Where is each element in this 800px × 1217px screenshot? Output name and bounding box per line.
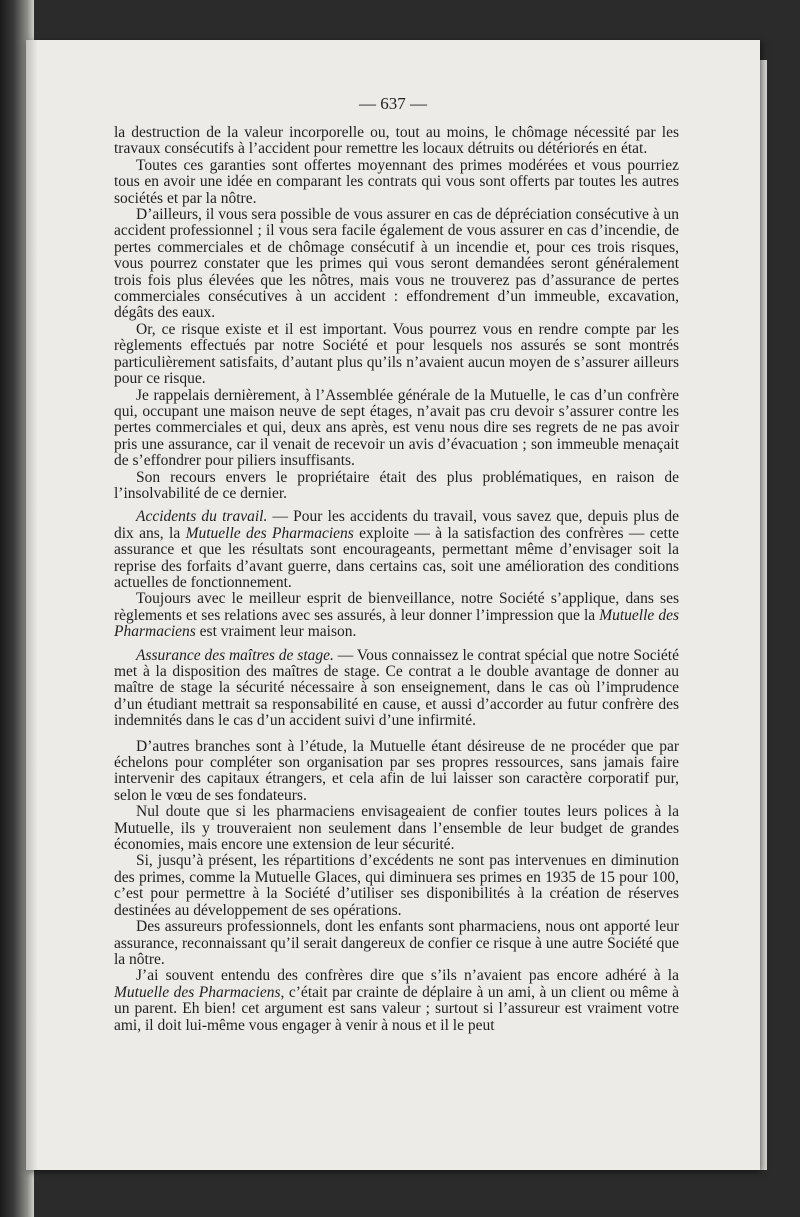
paragraph: D’ailleurs, il vous sera possible de vous assurer en cas de dépréciation consécutive à un accident professionnel ; il vous sera facile également de vous assurer en cas d’incendie, de pertes commerciales et de chômage consécutif à un incendie et, pour ces trois risques, vous pourrez constater que les primes qui vous seront demandées seront généralement trois fois plus élevées que les nôtres, mais vous ne trouverez pas d’assurance de pertes commerciales consécutives à un accident : effondrement d’un immeuble, excavation, dégâts des eaux. [114, 206, 679, 322]
last-paragraph [114, 968, 679, 1034]
document-page [26, 40, 760, 1170]
last-text-1: J’ai souvent entendu des confrères dire que s’ils n’avaient pas encore adhéré à la [136, 967, 679, 985]
accidents-text-2: exploite — à la satisfaction des confrères — cette assurance et que les résultats sont encourageants, permettant même d’envisager soit la reprise des forfaits d’avant guerre, dans certains cas, soit une amélioration des conditions actuelles de fonctionnement. [114, 524, 680, 591]
toujours-text-2: est vraiment leur maison. [195, 623, 357, 641]
stage-text: — Vous connaissez le contrat spécial que notre Société met à la disposition des maîtres de stage. Ce contrat a le double avantage de donner au maître de stage la sécurité nécessaire à son enseignement, dans le cas où l’imprudence d’un étudiant mettrait sa responsabilité en cause, et aussi d’accorder au futur confrère des indemnités dans le cas d’un accident suivi d’une infirmité. [114, 646, 679, 730]
paragraph: Toutes ces garanties sont offertes moyennant des primes modérées et vous pourriez tous en avoir une idée en comparant les contrats qui vous sont offerts par toutes les autres sociétés et par la nôtre. [114, 156, 679, 207]
paragraph: Nul doute que si les pharmaciens envisageaient de confier toutes leurs polices à la Mutuelle, ils y trouveraient non seulement dans l’ensemble de leur budget de grandes économies, mais encore une extension de leur sécurité. [114, 803, 679, 854]
paragraph: Je rappelais dernièrement, à l’Assemblée générale de la Mutuelle, le cas d’un confrère qui, occupant une maison neuve de sept étages, n’avait pas cru devoir s’assurer contre les pertes commerciales et qui, deux ans après, est venu nous dire ses regrets de ne pas avoir pris une assurance, car il venait de recevoir un avis d’évacuation ; son immeuble menaçait de s’effondrer pour piliers insuffisants. [114, 386, 679, 470]
accidents-paragraph [114, 509, 679, 591]
stage-paragraph [114, 648, 679, 730]
accidents-text-1: — Pour les accidents du travail, vous savez que, depuis plus de dix ans, la [114, 508, 679, 542]
paragraph: Des assureurs professionnels, dont les enfants sont pharmaciens, nous ont apporté leur assurance, reconnaissant qu’il serait dangereux de confier ce risque à une autre Société que la nôtre. [114, 918, 679, 968]
toujours-text-1: Toujours avec le meilleur esprit de bienveillance, notre Société s’applique, dans ses règlements et ses relations avec ses assurés, à leur donner l’impression que la [114, 590, 679, 624]
accidents-heading: Accidents du travail. [136, 508, 268, 526]
mutuelle-name: Mutuelle des Pharmaciens [185, 524, 354, 542]
paragraph: D’autres branches sont à l’étude, la Mutuelle étant désireuse de ne procéder que par échelons pour compléter son organisation par ses propres ressources, sans jamais faire intervenir des capitaux étrangers, et cela afin de lui laisser son caractère corporatif pur, selon le vœu de ses fondateurs. [114, 737, 679, 804]
mutuelle-name: Mutuelle des Pharmaciens [114, 606, 679, 641]
paragraph: Or, ce risque existe et il est important. Vous pourrez vous en rendre compte par les règlements effectués par notre Société et pour lesquels nos assurés se sont montrés particulièrement satisfaits, d’autant plus qu’ils n’avaient aucun moyen de s’assurer ailleurs pour ce risque. [114, 320, 679, 388]
toujours-paragraph [114, 591, 679, 640]
paragraph: la destruction de la valeur incorporelle ou, tout au moins, le chômage nécessité par les travaux consécutifs à l’accident pour remettre les locaux détruits ou détériorés en état. [114, 124, 679, 158]
last-text-2: c’était par crainte de déplaire à un ami, à un client ou même à un parent. Eh bien! cet argument est sans valeur ; surtout si l’assureur est vraiment votre ami, il doit lui-même vous engager à venir à nous et il le peut [114, 983, 680, 1034]
body-text [114, 125, 679, 1034]
paragraph: Si, jusqu’à présent, les répartitions d’excédents ne sont pas intervenues en diminution des primes, comme la Mutuelle Glaces, qui diminuera ses primes en 1935 de 15 pour 100, c’est pour permettre à la Société d’utiliser ses disponibilités à la création de réserves destinées au développement de ses opérations. [114, 852, 679, 919]
stage-heading: Assurance des maîtres de stage. [136, 646, 334, 664]
mutuelle-name: Mutuelle des Pharmaciens, [114, 983, 285, 1001]
paragraph: Son recours envers le propriétaire était des plus problématiques, en raison de l’insolvabilité de ce dernier. [114, 468, 679, 502]
page-number: — 637 — [359, 94, 427, 113]
